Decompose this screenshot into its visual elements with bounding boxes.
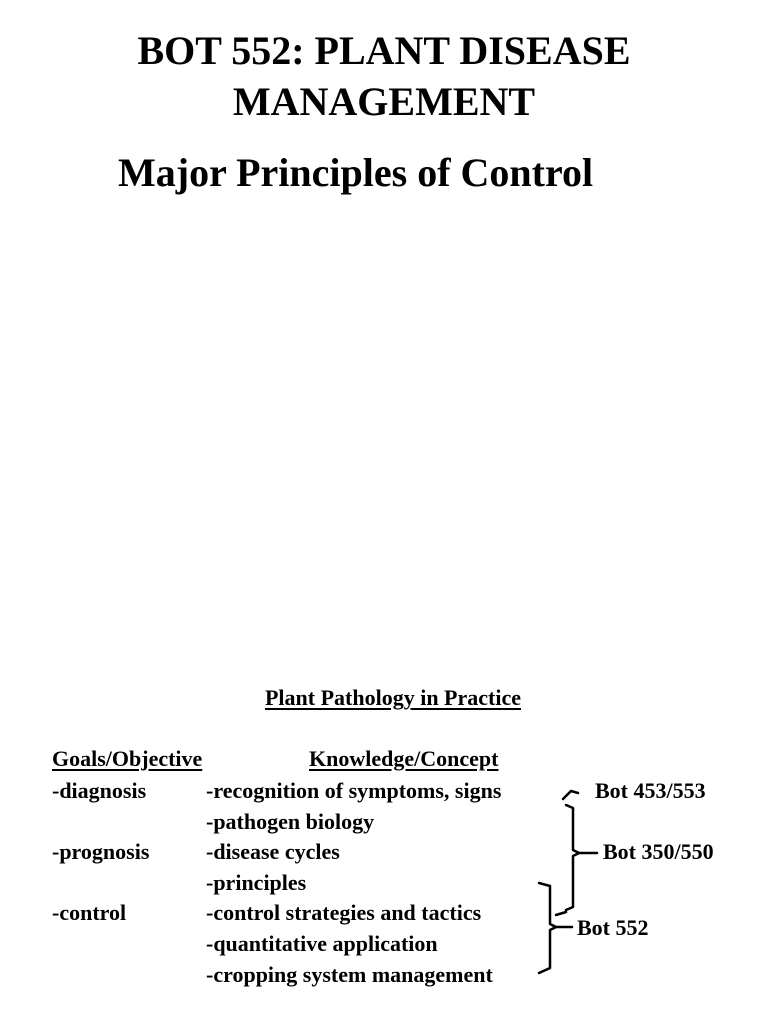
concept-item: -recognition of symptoms, signs [206, 778, 502, 803]
goal-control: -control [52, 900, 127, 925]
course-bot-552: Bot 552 [577, 915, 649, 940]
page-title-line2: MANAGEMENT [232, 79, 536, 124]
course-bot-453-553: Bot 453/553 [595, 778, 706, 803]
page-title-line1: BOT 552: PLANT DISEASE [137, 28, 631, 73]
goals-column-header: Goals/Objective [52, 746, 203, 771]
course-bot-350-550: Bot 350/550 [603, 839, 714, 864]
concept-item: -cropping system management [206, 962, 493, 987]
goal-prognosis: -prognosis [52, 839, 150, 864]
practice-heading: Plant Pathology in Practice [264, 685, 521, 710]
concept-item: -quantitative application [206, 931, 438, 956]
bracket-bot-552 [539, 883, 556, 973]
concept-item: -principles [206, 870, 307, 895]
concept-item: -control strategies and tactics [206, 900, 482, 925]
goal-diagnosis: -diagnosis [52, 778, 147, 803]
concept-item: -pathogen biology [206, 809, 375, 834]
bracket-bot-453-tick [563, 791, 578, 799]
bracket-bot-350 [566, 805, 579, 910]
concept-item: -disease cycles [206, 839, 340, 864]
knowledge-column-header: Knowledge/Concept [309, 746, 499, 771]
page-subtitle: Major Principles of Control [118, 150, 594, 195]
bracket-bot-552-to-350 [556, 912, 566, 915]
